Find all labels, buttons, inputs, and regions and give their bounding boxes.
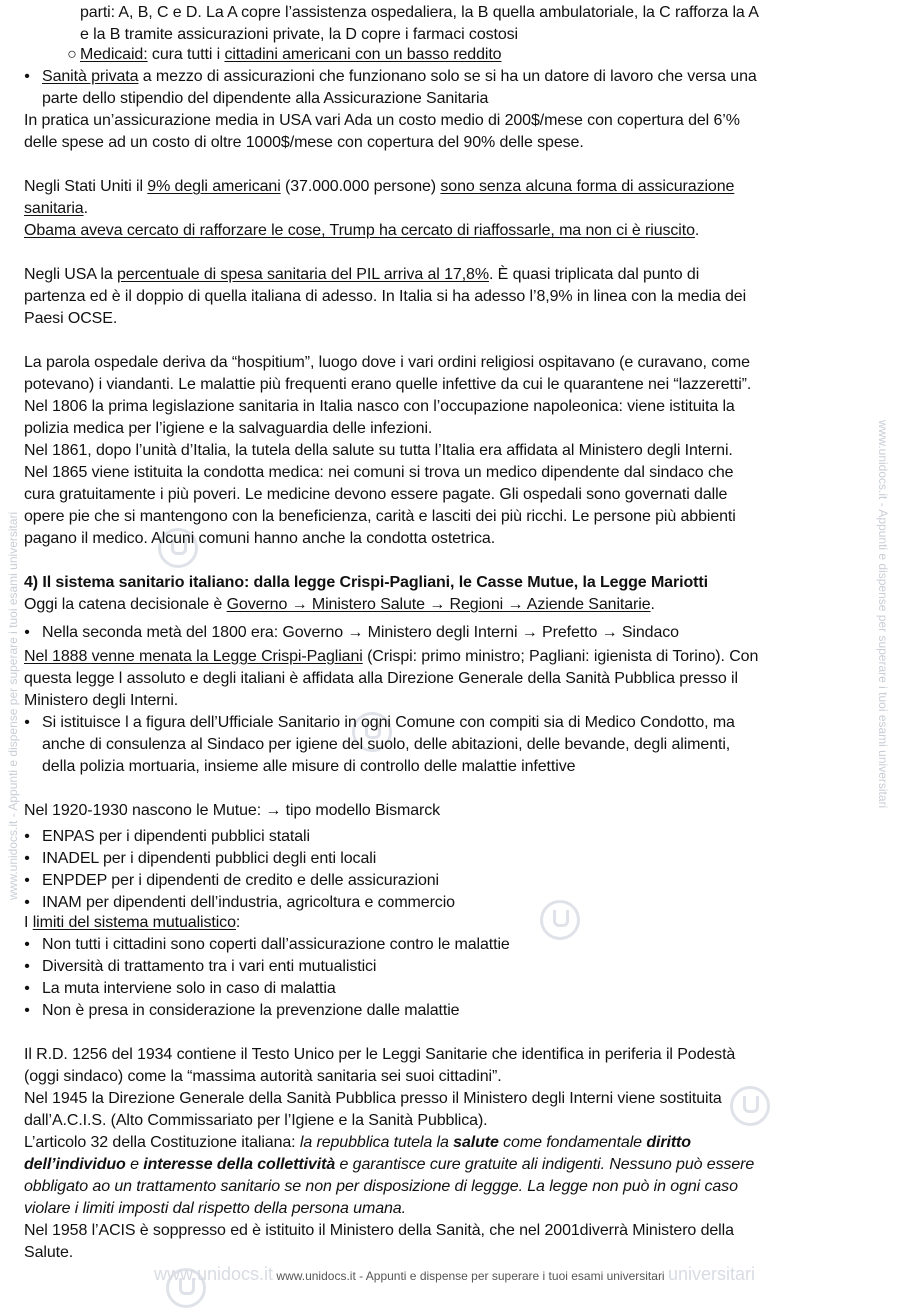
- text-line: Nel 1945 la Direzione Generale della Sanità Pubblica presso il Ministero degli Interni viene sostituita: [24, 1090, 722, 1107]
- side-watermark-right: www.unidocs.it - Appunti e dispense per superare i tuoi esami universitari: [876, 420, 890, 809]
- bullet-icon: •: [24, 894, 30, 911]
- text-line: [42, 66, 757, 88]
- text-line: Si istituisce l a figura dell’Ufficiale Sanitario in ogni Comune con compiti sia di Medico Condotto, ma: [42, 714, 735, 731]
- text-line: della polizia mortuaria, insieme alle misure di controllo delle malattie infettive: [42, 758, 576, 775]
- text-span: a mezzo di assicurazioni che funzionano solo se si ha un datore di lavoro che versa una: [138, 68, 757, 85]
- text-line: [80, 44, 502, 66]
- text-line: Diversità di trattamento tra i vari enti mutualistici: [42, 958, 377, 975]
- underlined-text: Medicaid:: [80, 46, 148, 63]
- text-line: dall’A.C.I.S. (Alto Commissariato per l’Igiene e la Sanità Pubblica).: [24, 1112, 488, 1129]
- text-span: .: [650, 596, 655, 613]
- text-line: partenza ed è il doppio di quella italiana di adesso. In Italia si ha adesso l’8,9% in linea con la media dei: [24, 288, 747, 305]
- bold-italic-text: dell’individuo: [24, 1156, 126, 1173]
- text-line: violare i limiti imposti dal rispetto della persona umana.: [24, 1200, 406, 1217]
- text-line: Non tutti i cittadini sono coperti dall’assicurazione contro le malattie: [42, 936, 510, 953]
- text-line: Nel 1958 l’ACIS è soppresso ed è istituito il Ministero della Sanità, che nel 2001diverrà Ministero della: [24, 1222, 734, 1239]
- footer-text: www.unidocs.it - Appunti e dispense per superare i tuoi esami universitari: [276, 1269, 665, 1283]
- text-span: (37.000.000 persone): [280, 178, 441, 195]
- text-line: [24, 1132, 691, 1154]
- bullet-icon: •: [24, 624, 30, 641]
- text-line: La parola ospedale deriva da “hospitium”, luogo dove i vari ordini religiosi ospitavano (e curavano, come: [24, 354, 750, 371]
- text-line: Nel 1920-1930 nascono le Mutue: → tipo modello Bismarck: [24, 802, 441, 819]
- text-span: . È quasi triplicata dal punto di: [488, 266, 700, 283]
- text-span: L’articolo 32 della Costituzione italiana:: [24, 1134, 300, 1151]
- italic-text: come fondamentale: [498, 1134, 647, 1151]
- bullet-icon: •: [24, 714, 30, 731]
- text-line: INAM per dipendenti dell’industria, agricoltura e commercio: [42, 894, 455, 911]
- text-line: opere pie che si mantengono con la beneficienza, carità e lasciti dei più ricchi. Le persone più abbienti: [24, 508, 736, 525]
- bold-italic-text: diritto: [646, 1134, 691, 1151]
- text-line: delle spese ad un costo di oltre 1000$/mese con copertura del 90% delle spese.: [24, 134, 584, 151]
- underlined-text: cittadini americani con un basso reddito: [224, 46, 502, 63]
- text-line: obbligato ao un trattamento sanitario se non per disposizione di leggge. La legge non può in ogni caso: [24, 1178, 738, 1195]
- text-span: .: [83, 200, 88, 217]
- bullet-icon: •: [24, 1002, 30, 1019]
- bullet-icon: •: [24, 828, 30, 845]
- text-line: [24, 646, 758, 668]
- text-span: I: [24, 914, 33, 931]
- underlined-text: limiti del sistema mutualistico: [32, 914, 236, 931]
- text-line: Il R.D. 1256 del 1934 contiene il Testo Unico per le Leggi Sanitarie che identifica in periferia il Podestà: [24, 1046, 736, 1063]
- italic-text: e garantisce cure gratuite ali indigenti. Nessuno può essere: [335, 1156, 755, 1173]
- text-span: :: [235, 914, 241, 931]
- text-span: Negli Stati Uniti il: [24, 178, 148, 195]
- text-line: polizia medica per l’igiene e la salvaguardia delle infezioni.: [24, 420, 433, 437]
- underlined-text: sono senza alcuna forma di assicurazione: [440, 178, 735, 195]
- text-line: [24, 220, 699, 242]
- italic-text: la repubblica tutela la: [299, 1134, 454, 1151]
- text-line: questa legge l assoluto e degli italiani è affidata alla Direzione Generale della Sanità Pubblica presso il: [24, 670, 738, 687]
- bold-italic-text: salute: [453, 1134, 499, 1151]
- underlined-text: Governo → Ministero Salute → Regioni → Aziende Sanitarie: [226, 596, 651, 613]
- text-span: cura tutti i: [147, 46, 225, 63]
- text-line: [24, 594, 655, 616]
- bullet-icon: •: [24, 850, 30, 867]
- watermark-logo-icon: [730, 1086, 770, 1126]
- text-line: INADEL per i dipendenti pubblici degli enti locali: [42, 850, 377, 867]
- text-span: .: [694, 222, 700, 239]
- underlined-text: Sanità privata: [42, 68, 139, 85]
- text-line: [24, 176, 734, 198]
- text-span: Negli USA la: [24, 266, 117, 283]
- text-line: Nel 1865 viene istituita la condotta medica: nei comuni si trova un medico dipendente dal sindaco che: [24, 464, 734, 481]
- bullet-icon: •: [24, 980, 30, 997]
- text-span: (Crispi: primo ministro; Pagliani: igienista di Torino). Con: [362, 648, 759, 665]
- footer-ghost-right: universitari: [667, 1264, 755, 1284]
- text-line: Nella seconda metà del 1800 era: Governo → Ministero degli Interni → Prefetto → Sindaco: [42, 624, 679, 641]
- text-line: pagano il medico. Alcuni comuni hanno anche la condotta ostetrica.: [24, 530, 496, 547]
- text-span: Oggi la catena decisionale è: [24, 596, 227, 613]
- text-line: Paesi OCSE.: [24, 310, 118, 327]
- text-line: Ministero degli Interni.: [24, 692, 179, 709]
- underlined-text: 9% degli americani: [147, 178, 281, 195]
- text-line: ENPDEP per i dipendenti de credito e delle assicurazioni: [42, 872, 440, 889]
- underlined-text: sanitaria: [24, 200, 84, 217]
- text-line: parte dello stipendio del dipendente alla Assicurazione Sanitaria: [42, 90, 489, 107]
- text-line: [24, 912, 240, 934]
- footer-ghost-left: www.unidocs.it: [154, 1264, 274, 1284]
- text-line: Nel 1861, dopo l’unità d’Italia, la tutela della salute su tutta l’Italia era affidata al Ministero degli Interni.: [24, 442, 733, 459]
- underlined-text: Nel 1888 venne menata la Legge Crispi-Pagliani: [24, 648, 363, 665]
- bullet-icon: •: [24, 936, 30, 953]
- text-line: (oggi sindaco) come la “massima autorità sanitaria sei suoi cittadini”.: [24, 1068, 502, 1085]
- text-line: parti: A, B, C e D. La A copre l’assistenza ospedaliera, la B quella ambulatoriale, la C rafforza la A: [80, 4, 759, 21]
- text-line: In pratica un’assicurazione media in USA vari Ada un costo medio di 200$/mese con copertura del 6’%: [24, 112, 740, 129]
- text-line: cura gratuitamente i più poveri. Le medicine devono essere pagate. Gli ospedali sono governati dalle: [24, 486, 728, 503]
- text-line: potevano) i viandanti. Le malattie più frequenti erano quelle infettive da cui le quarantene nei “lazzeretti”.: [24, 376, 752, 393]
- footer-watermark: [0, 1264, 909, 1286]
- watermark-logo-icon: [540, 900, 580, 940]
- bullet-icon: •: [24, 958, 30, 975]
- text-line: La muta interviene solo in caso di malattia: [42, 980, 336, 997]
- open-circle-bullet-icon: ○: [67, 46, 77, 63]
- bullet-icon: •: [24, 872, 30, 889]
- section-heading: 4) Il sistema sanitario italiano: dalla legge Crispi-Pagliani, le Casse Mutue, la Legge Mariotti: [24, 574, 708, 591]
- side-watermark-left: www.unidocs.it - Appunti e dispense per superare i tuoi esami universitari: [6, 511, 20, 900]
- text-line: [24, 264, 699, 286]
- italic-text: e: [125, 1156, 144, 1173]
- underlined-text: percentuale di spesa sanitaria del PIL arriva al 17,8%: [116, 266, 489, 283]
- bullet-icon: •: [24, 68, 30, 85]
- text-line: [24, 1154, 754, 1176]
- text-line: Salute.: [24, 1244, 74, 1261]
- text-line: ENPAS per i dipendenti pubblici statali: [42, 828, 310, 845]
- underlined-text: Obama aveva cercato di rafforzare le cose, Trump ha cercato di riaffossarle, ma non ci è riuscito: [24, 222, 695, 239]
- text-line: Non è presa in considerazione la prevenzione dalle malattie: [42, 1002, 460, 1019]
- text-line: anche di consulenza al Sindaco per igiene del suolo, delle abitazioni, delle bevande, degli alimenti,: [42, 736, 731, 753]
- text-line: e la B tramite assicurazioni private, la D copre i farmaci costosi: [80, 26, 519, 43]
- text-line: Nel 1806 la prima legislazione sanitaria in Italia nasco con l’occupazione napoleonica: viene istituita la: [24, 398, 735, 415]
- text-line: [24, 198, 88, 220]
- bold-italic-text: interesse della collettività: [143, 1156, 336, 1173]
